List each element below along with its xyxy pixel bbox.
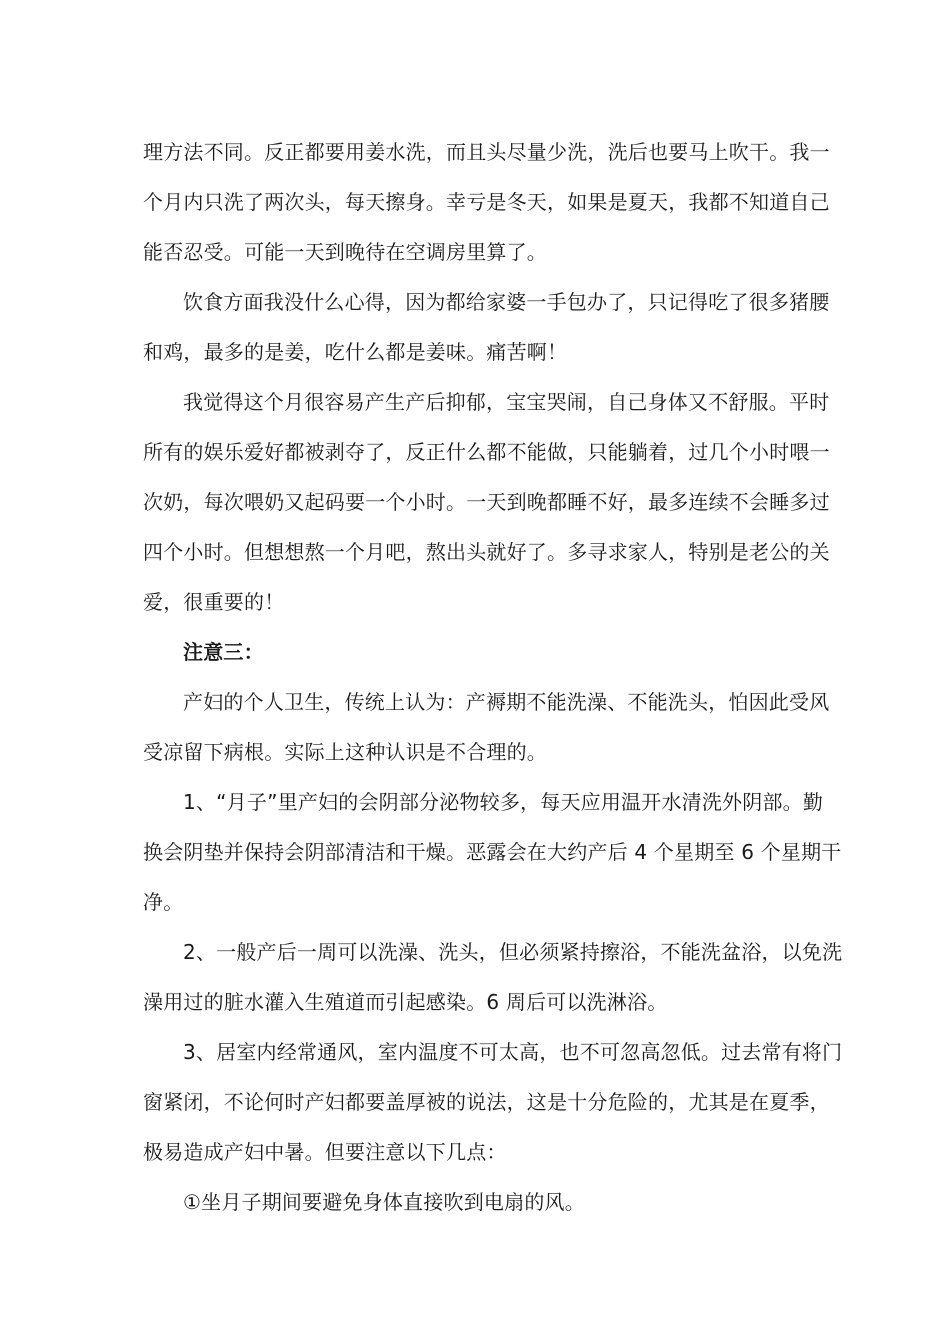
list-item-2-line: 2、一般产后一周可以洗澡、洗头，但必须紧持擦浴，不能洗盆浴，以免洗 [183, 940, 843, 964]
text-line: 四个小时。但想想熬一个月吧，熬出头就好了。多寻求家人，特别是老公的关 [143, 540, 830, 564]
text-line: 净。 [143, 890, 184, 914]
text-line: 极易造成产妇中暑。但要注意以下几点： [143, 1140, 507, 1164]
text-line: 次奶，每次喂奶又起码要一个小时。一天到晚都睡不好，最多连续不会睡多过 [143, 490, 830, 514]
text-line: 爱，很重要的！ [143, 590, 285, 614]
text-line: 和鸡，最多的是姜，吃什么都是姜味。痛苦啊！ [143, 340, 568, 364]
text-line: 换会阴垫并保持会阴部清洁和干燥。恶露会在大约产后 4 个星期至 6 个星期干 [143, 840, 842, 864]
text-line: 澡用过的脏水灌入生殖道而引起感染。6 周后可以洗淋浴。 [143, 990, 668, 1014]
sub-point-line: ①坐月子期间要避免身体直接吹到电扇的风。 [183, 1190, 585, 1214]
list-item-1-line: 1、“月子”里产妇的会阴部分泌物较多，每天应用温开水清洗外阴部。勤 [183, 790, 824, 814]
text-line: 能否忍受。可能一天到晚待在空调房里算了。 [143, 240, 547, 264]
text-line: 个月内只洗了两次头，每天擦身。幸亏是冬天，如果是夏天，我都不知道自己 [143, 190, 830, 214]
document-body [143, 127, 843, 1227]
text-line: 受凉留下病根。实际上这种认识是不合理的。 [143, 740, 547, 764]
text-line: 理方法不同。反正都要用姜水洗，而且头尽量少洗，洗后也要马上吹干。我一 [143, 140, 830, 164]
paragraph-start-line: 我觉得这个月很容易产生产后抑郁，宝宝哭闹，自己身体又不舒服。平时 [183, 390, 830, 414]
section-heading: 注意三： [183, 640, 264, 664]
paragraph-start-line: 产妇的个人卫生，传统上认为：产褥期不能洗澡、不能洗头，怕因此受风 [183, 690, 830, 714]
text-line: 所有的娱乐爱好都被剥夺了，反正什么都不能做，只能躺着，过几个小时喂一 [143, 440, 830, 464]
paragraph-start-line: 饮食方面我没什么心得，因为都给家婆一手包办了，只记得吃了很多猪腰 [183, 290, 830, 314]
list-item-3-line: 3、居室内经常通风，室内温度不可太高，也不可忽高忽低。过去常有将门 [183, 1040, 843, 1064]
text-line: 窗紧闭，不论何时产妇都要盖厚被的说法，这是十分危险的，尤其是在夏季， [143, 1090, 830, 1114]
